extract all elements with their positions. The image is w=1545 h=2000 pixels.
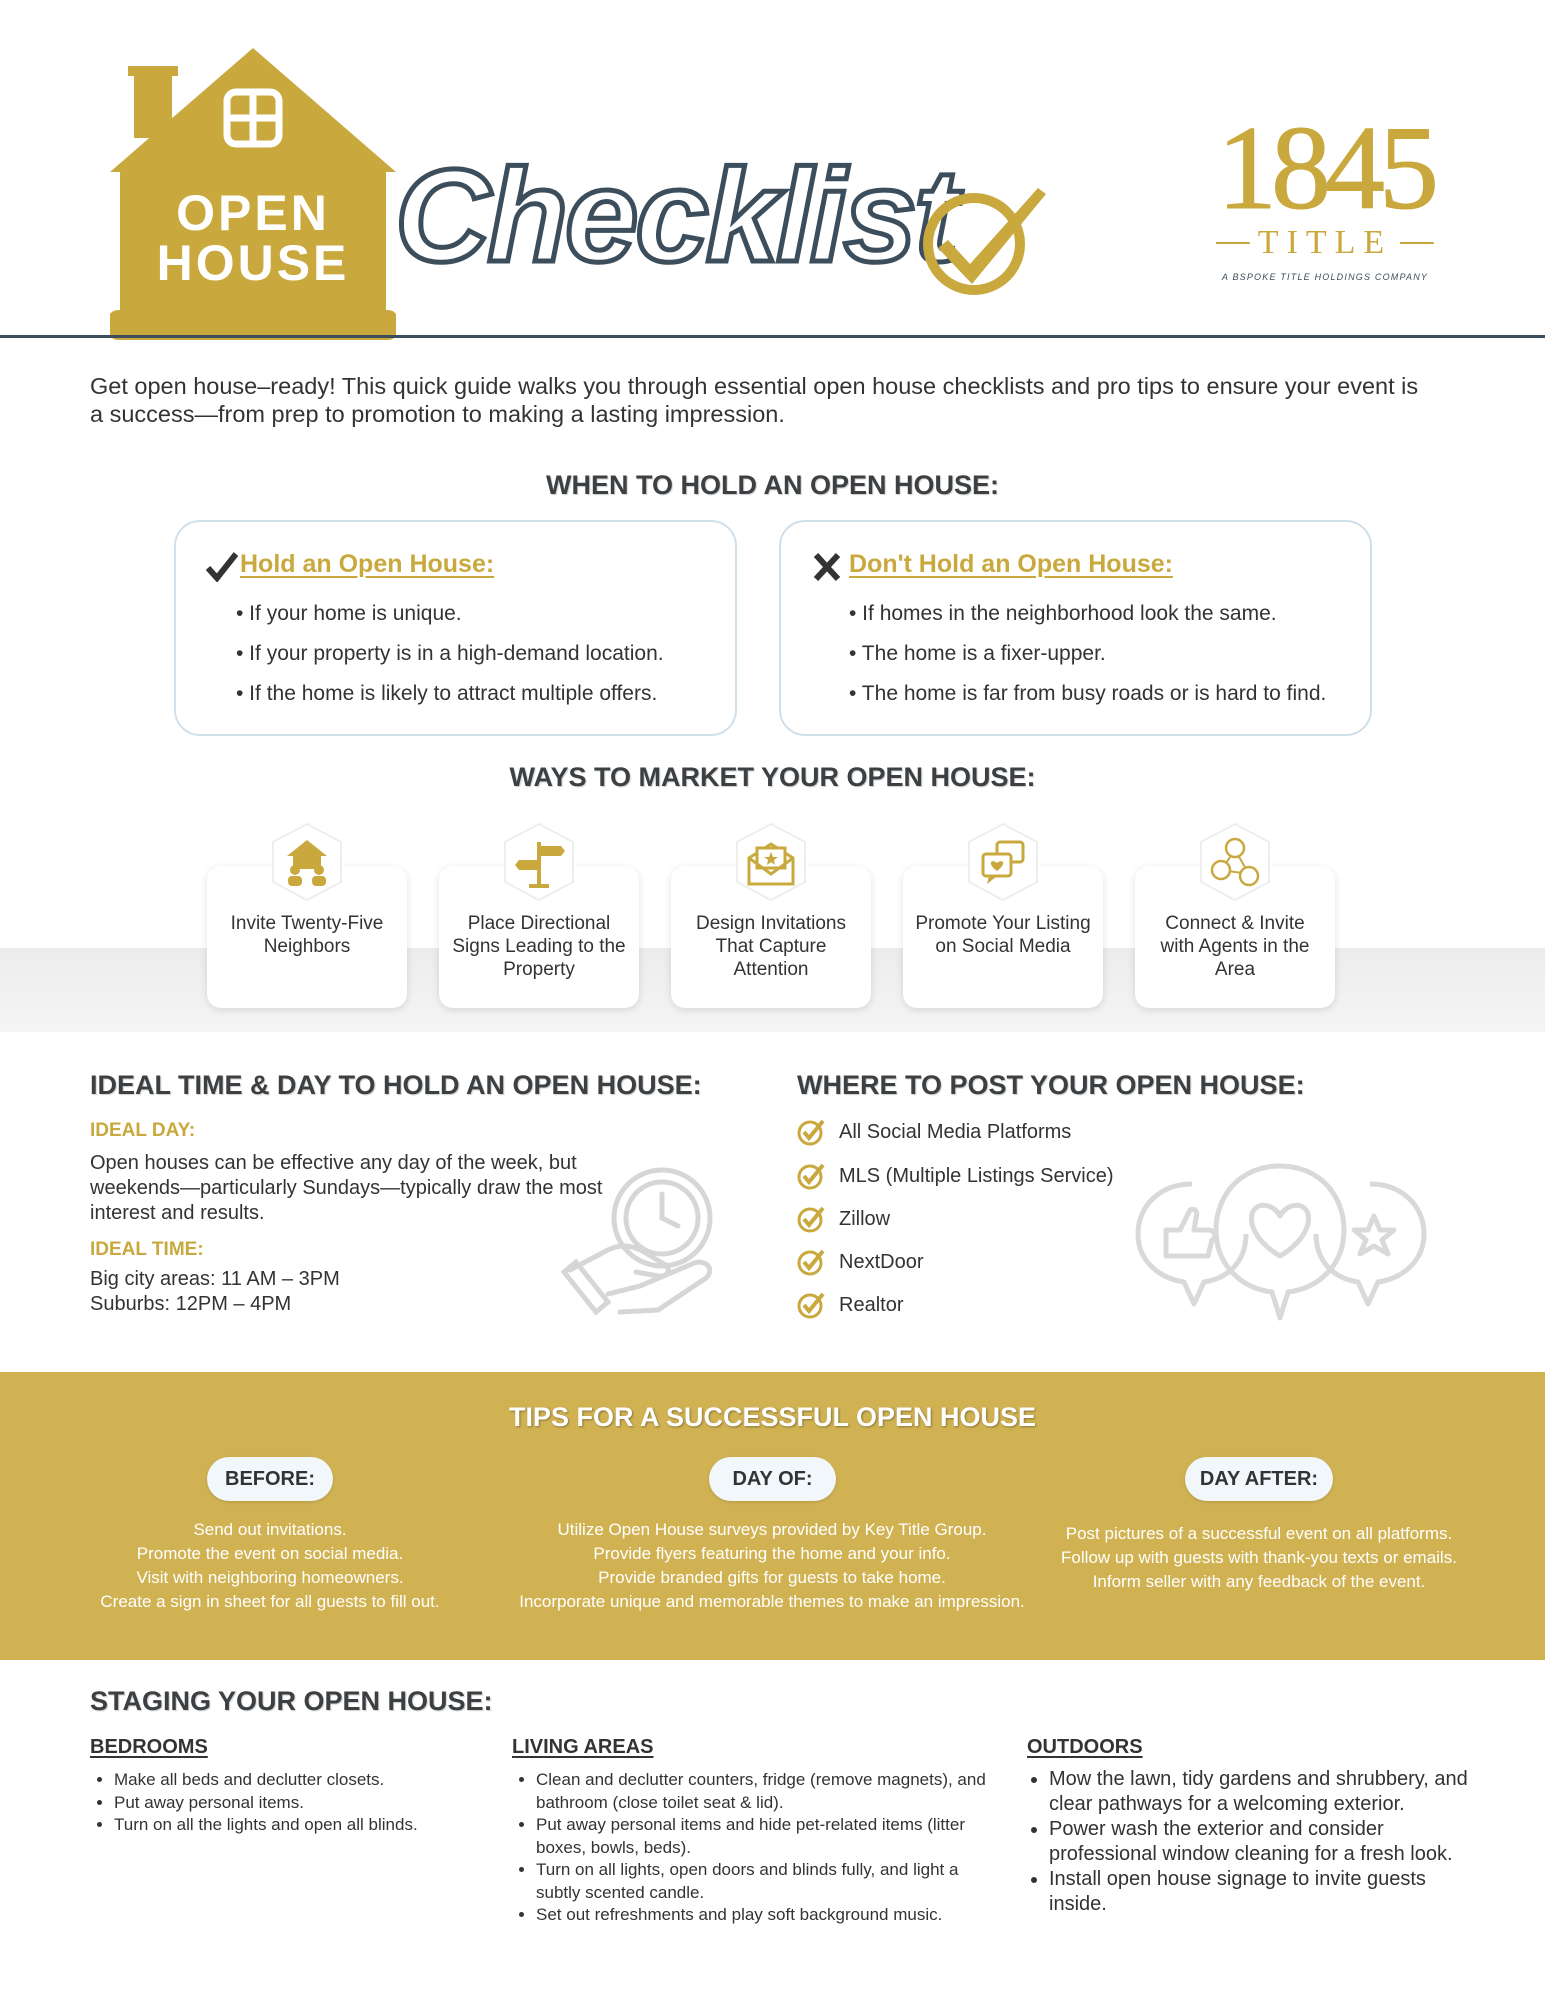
check-circle-icon xyxy=(797,1118,825,1146)
hold-title: Hold an Open House: xyxy=(240,550,495,578)
tip-dayafter-pill: DAY AFTER: xyxy=(1185,1457,1333,1501)
dont-hold-item: • The home is a fixer-upper. xyxy=(849,642,1106,665)
staging-bedrooms xyxy=(90,1736,490,1837)
staging-item: • Install open house signage to invite guests inside. xyxy=(1049,1867,1485,1917)
logo-word: TITLE xyxy=(1257,224,1393,261)
logo-number: 1845 xyxy=(1217,101,1433,234)
tip-before-pill: BEFORE: xyxy=(207,1457,333,1501)
logo-tagline: A BSPOKE TITLE HOLDINGS COMPANY xyxy=(1221,272,1429,282)
where-label: All Social Media Platforms xyxy=(839,1120,1072,1143)
where-label: NextDoor xyxy=(839,1250,924,1273)
envelope-icon xyxy=(735,822,807,902)
tip-line: Provide branded gifts for guests to take home. xyxy=(598,1568,946,1587)
tip-line: Post pictures of a successful event on all platforms. xyxy=(1065,1524,1453,1543)
header-divider xyxy=(0,335,1545,338)
market-label: Place Directional Signs Leading to the Property xyxy=(452,913,626,980)
ideal-day-label: IDEAL DAY: xyxy=(90,1120,196,1141)
check-circle-icon xyxy=(797,1205,825,1233)
market-label: Invite Twenty-Five Neighbors xyxy=(230,913,384,957)
tip-line: Inform seller with any feedback of the event. xyxy=(1092,1572,1426,1591)
ideal-time-label: IDEAL TIME: xyxy=(90,1239,204,1260)
staging-item: • Turn on all lights, open doors and blinds fully, and light a subtly scented candle. xyxy=(536,1859,990,1904)
x-mark-icon xyxy=(813,552,841,582)
hold-item: • If your property is in a high-demand location. xyxy=(236,642,664,665)
tip-line: Visit with neighboring homeowners. xyxy=(136,1568,404,1587)
tip-line: Incorporate unique and memorable themes to make an impression. xyxy=(519,1592,1025,1611)
dont-hold-item: • If homes in the neighborhood look the same. xyxy=(849,602,1277,625)
staging-item: • Put away personal items. xyxy=(114,1792,490,1815)
intro-paragraph: Get open house–ready! This quick guide walks you through essential open house checklists and pro tips to ensure your event is a success—from prep to promotion to making a lasting impression. xyxy=(90,373,1419,427)
dont-hold-card xyxy=(779,520,1372,736)
dont-hold-item: • The home is far from busy roads or is hard to find. xyxy=(849,682,1327,705)
tips-heading: TIPS FOR A SUCCESSFUL OPEN HOUSE xyxy=(508,1402,1037,1432)
staging-item: • Turn on all the lights and open all blinds. xyxy=(114,1814,490,1837)
staging-heading: STAGING YOUR OPEN HOUSE: xyxy=(90,1686,493,1716)
clock-hand-icon xyxy=(560,1160,740,1320)
where-heading: WHERE TO POST YOUR OPEN HOUSE: xyxy=(797,1070,1305,1100)
dont-hold-title: Don't Hold an Open House: xyxy=(849,550,1173,578)
checkmark-icon xyxy=(206,552,238,582)
check-circle-icon xyxy=(797,1291,825,1319)
open-house-logo xyxy=(110,48,396,340)
staging-item: • Mow the lawn, tidy gardens and shrubbery, and clear pathways for a welcoming exterior. xyxy=(1049,1767,1485,1817)
tip-line: Promote the event on social media. xyxy=(136,1544,404,1563)
page-title: Checklist xyxy=(395,142,955,289)
staging-item: • Set out refreshments and play soft background music. xyxy=(536,1904,990,1927)
network-icon xyxy=(1199,822,1271,902)
where-item xyxy=(797,1205,890,1233)
house-line-2: HOUSE xyxy=(156,235,350,291)
hold-item: • If your home is unique. xyxy=(236,602,462,625)
hold-item: • If the home is likely to attract multiple offers. xyxy=(236,682,658,705)
staging-item: • Clean and declutter counters, fridge (remove magnets), and bathroom (close toilet seat & lid). xyxy=(536,1769,990,1814)
staging-bedrooms-title: BEDROOMS xyxy=(90,1736,208,1758)
staging-item: • Put away personal items and hide pet-related items (litter boxes, bowls, beds). xyxy=(536,1814,990,1859)
tip-line: Utilize Open House surveys provided by Key Title Group. xyxy=(557,1520,987,1539)
where-item xyxy=(797,1248,923,1276)
ideal-time-line: Big city areas: 11 AM – 3PM xyxy=(90,1268,340,1290)
where-item xyxy=(797,1291,903,1319)
staging-outdoors xyxy=(1027,1736,1485,1917)
tip-before-list xyxy=(70,1518,470,1614)
when-heading: WHEN TO HOLD AN OPEN HOUSE: xyxy=(545,470,999,500)
where-label: MLS (Multiple Listings Service) xyxy=(839,1164,1114,1187)
tip-line: Follow up with guests with thank-you texts or emails. xyxy=(1061,1548,1457,1567)
where-item xyxy=(797,1118,1071,1146)
ideal-heading: IDEAL TIME & DAY TO HOLD AN OPEN HOUSE: xyxy=(90,1070,702,1100)
where-label: Realtor xyxy=(839,1293,904,1316)
hold-card xyxy=(174,520,737,736)
neighbors-icon xyxy=(271,822,343,902)
market-label: Design Invitations That Capture Attention xyxy=(696,913,846,980)
social-reactions-icon xyxy=(1130,1160,1430,1330)
tip-line: Create a sign in sheet for all guests to fill out. xyxy=(100,1592,440,1611)
ideal-time-line: Suburbs: 12PM – 4PM xyxy=(90,1293,292,1315)
market-label: Promote Your Listing on Social Media xyxy=(915,913,1091,957)
title-check-icon xyxy=(918,180,1046,298)
staging-outdoors-title: OUTDOORS xyxy=(1027,1736,1143,1758)
social-chat-icon xyxy=(967,822,1039,902)
staging-living xyxy=(512,1736,990,1927)
where-item xyxy=(797,1162,1114,1190)
check-circle-icon xyxy=(797,1162,825,1190)
tip-line: Send out invitations. xyxy=(193,1520,347,1539)
signpost-icon xyxy=(503,822,575,902)
where-label: Zillow xyxy=(839,1207,891,1230)
market-label: Connect & Invite with Agents in the Area xyxy=(1160,913,1310,980)
company-logo xyxy=(1205,101,1445,298)
staging-item: • Power wash the exterior and consider professional window cleaning for a fresh look. xyxy=(1049,1817,1485,1867)
check-circle-icon xyxy=(797,1248,825,1276)
staging-living-title: LIVING AREAS xyxy=(512,1736,654,1758)
market-heading: WAYS TO MARKET YOUR OPEN HOUSE: xyxy=(509,762,1036,792)
tip-dayof-list xyxy=(492,1518,1052,1614)
tip-after-list xyxy=(1036,1522,1482,1594)
staging-item: • Make all beds and declutter closets. xyxy=(114,1769,490,1792)
ideal-day-text: Open houses can be effective any day of the week, but weekends—particularly Sundays—typically draw the most interest and results. xyxy=(90,1152,603,1224)
tip-line: Provide flyers featuring the home and your info. xyxy=(593,1544,951,1563)
house-line-1: OPEN xyxy=(176,185,330,241)
tip-dayof-pill: DAY OF: xyxy=(709,1457,836,1501)
